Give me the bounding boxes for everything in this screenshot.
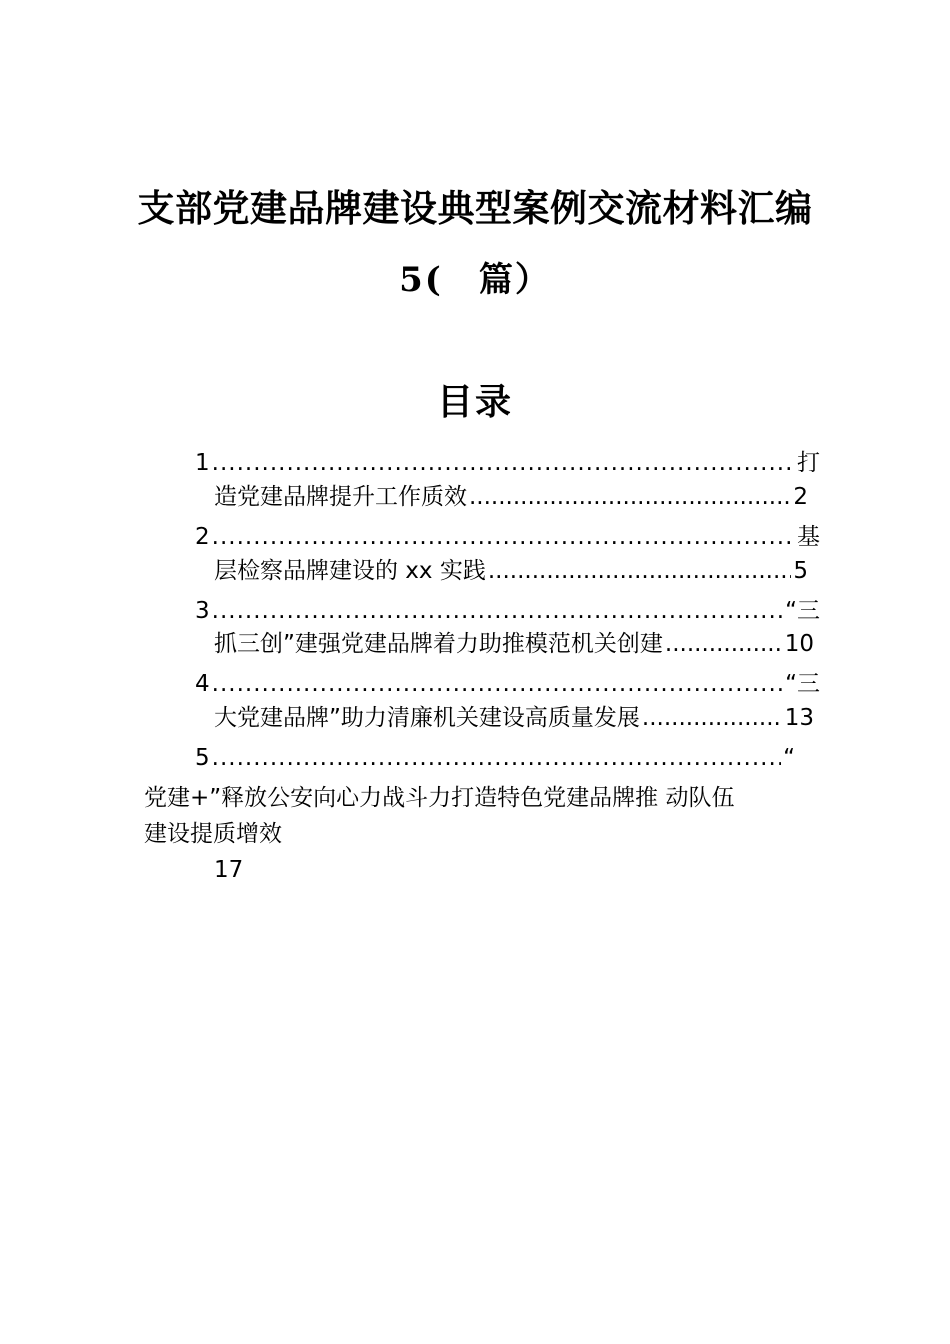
- toc-entry-4-line2[interactable]: [214, 701, 814, 735]
- toc-entry-2-line2[interactable]: [214, 554, 808, 588]
- toc-dot-leader: [488, 554, 792, 588]
- toc-dot-leader: [212, 520, 795, 554]
- toc-entry-page: 2: [793, 484, 808, 510]
- toc-entry-number: 5: [195, 745, 210, 771]
- toc-entry-1-line1[interactable]: [195, 446, 820, 480]
- document-title: 支部党建品牌建设典型案例交流材料汇编: [137, 186, 813, 230]
- toc-entry-title: 抓三创”建强党建品牌着力助推模范机关创建: [214, 631, 663, 657]
- toc-entry-title-start: 打: [797, 450, 820, 476]
- toc-entry-3-line1[interactable]: [195, 594, 820, 628]
- toc-dot-leader: [665, 627, 783, 661]
- toc-entry-title-start: 基: [797, 524, 820, 550]
- toc-entry-5-line1[interactable]: [195, 741, 795, 775]
- toc-entry-title-start: “三: [785, 671, 820, 697]
- toc-entry-5-page[interactable]: 17: [214, 857, 244, 883]
- toc-entry-5-title-line2[interactable]: 建设提质增效: [144, 821, 282, 847]
- toc-entry-title: 层检察品牌建设的 xx 实践: [214, 558, 486, 584]
- toc-entry-number: 1: [195, 450, 210, 476]
- toc-entry-number: 3: [195, 598, 210, 624]
- toc-entry-2-line1[interactable]: [195, 520, 820, 554]
- toc-entry-title: 造党建品牌提升工作质效: [214, 484, 467, 510]
- toc-entry-page: 10: [784, 631, 814, 657]
- toc-entry-title: 大党建品牌”助力清廉机关建设高质量发展: [214, 705, 640, 731]
- toc-entry-page: 5: [793, 558, 808, 584]
- toc-dot-leader: [212, 667, 783, 701]
- toc-entry-number: 2: [195, 524, 210, 550]
- toc-dot-leader: [212, 446, 795, 480]
- toc-entry-5-title-line1[interactable]: 党建+”释放公安向心力战斗力打造特色党建品牌推 动队伍: [144, 785, 735, 811]
- toc-dot-leader: [212, 594, 783, 628]
- toc-entry-number: 4: [195, 671, 210, 697]
- toc-entry-page: 13: [784, 705, 814, 731]
- toc-dot-leader: [642, 701, 783, 735]
- toc-dot-leader: [469, 480, 791, 514]
- toc-heading: 目录: [436, 381, 513, 423]
- toc-entry-title-start: “三: [785, 598, 820, 624]
- toc-entry-3-line2[interactable]: [214, 627, 814, 661]
- toc-dot-leader: [212, 741, 781, 775]
- toc-entry-4-line1[interactable]: [195, 667, 820, 701]
- toc-entry-title-start: “: [783, 745, 795, 771]
- toc-entry-1-line2[interactable]: [214, 480, 808, 514]
- document-subtitle-count: 5( 篇）: [399, 260, 551, 300]
